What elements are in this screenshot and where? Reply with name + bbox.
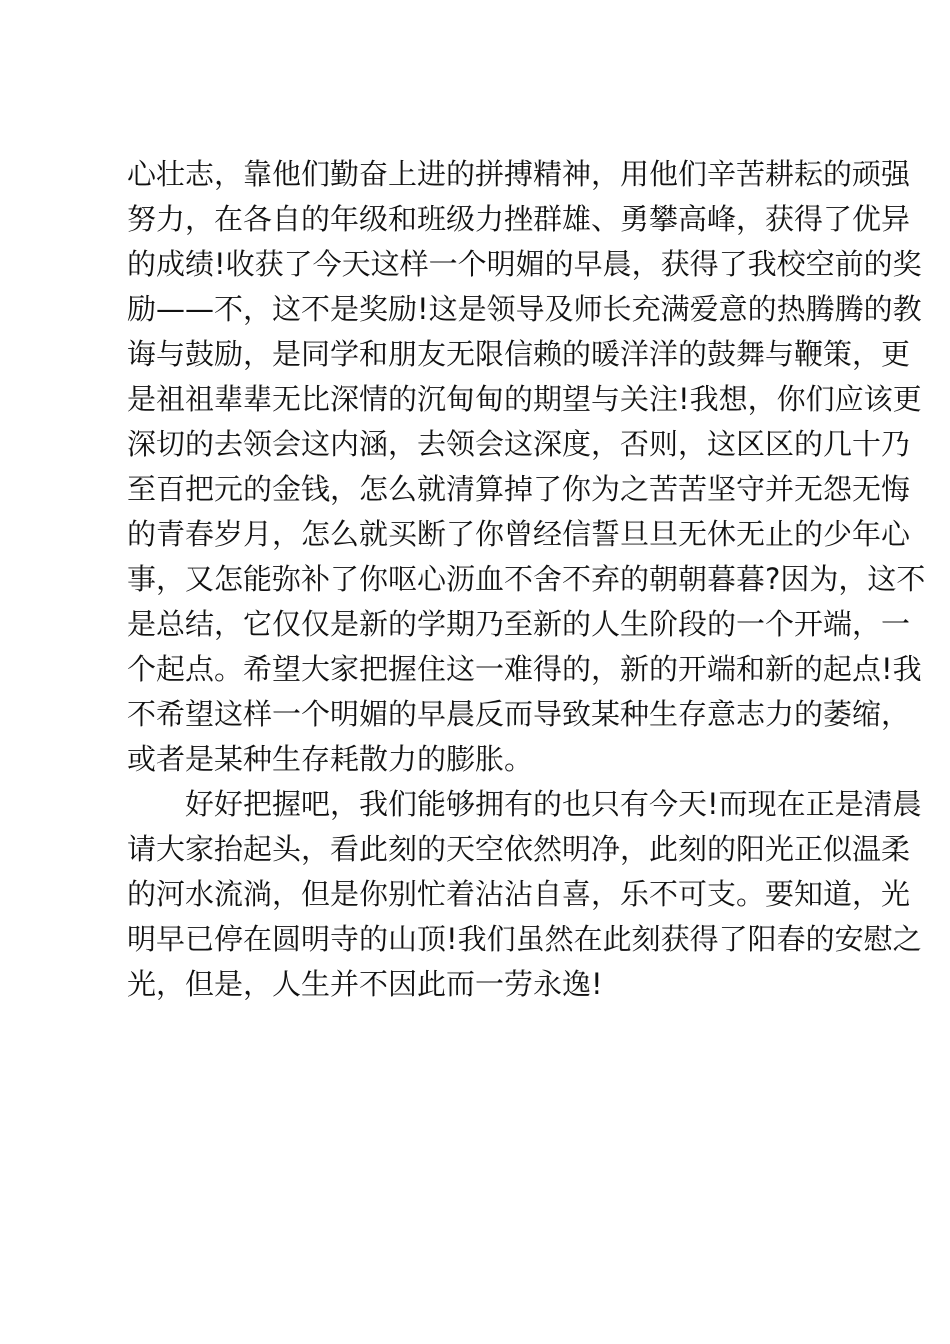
paragraph	[127, 152, 926, 782]
text-line: 明早已停在圆明寺的山顶!我们虽然在此刻获得了阳春的安慰之	[127, 922, 922, 956]
text-line: 是祖祖辈辈无比深情的沉甸甸的期望与关注!我想，你们应该更	[127, 382, 922, 416]
text-line: 诲与鼓励，是同学和朋友无限信赖的暖洋洋的鼓舞与鞭策，更	[127, 337, 911, 371]
text-line: 是总结，它仅仅是新的学期乃至新的人生阶段的一个开端，一	[127, 607, 911, 641]
text-line: 的河水流淌，但是你别忙着沾沾自喜，乐不可支。要知道，光	[127, 877, 911, 911]
text-line: 或者是某种生存耗散力的膨胀。	[127, 742, 534, 776]
text-line: 深切的去领会这内涵，去领会这深度，否则，这区区的几十乃	[127, 427, 911, 461]
text-line: 个起点。希望大家把握住这一难得的，新的开端和新的起点!我	[127, 652, 922, 686]
body-text	[127, 152, 926, 1007]
text-line: 不希望这样一个明媚的早晨反而导致某种生存意志力的萎缩，	[127, 697, 911, 731]
text-line: 请大家抬起头，看此刻的天空依然明净，此刻的阳光正似温柔	[127, 832, 911, 866]
text-line: 好好把握吧，我们能够拥有的也只有今天!而现在正是清晨	[185, 787, 922, 821]
text-line: 事，又怎能弥补了你呕心沥血不舍不弃的朝朝暮暮?因为，这不	[127, 562, 926, 596]
text-line: 光，但是，人生并不因此而一劳永逸!	[127, 967, 603, 1001]
text-line: 努力，在各自的年级和班级力挫群雄、勇攀高峰，获得了优异	[127, 202, 911, 236]
text-line: 的青春岁月，怎么就买断了你曾经信誓旦旦无休无止的少年心	[127, 517, 911, 551]
text-line: 励——不，这不是奖励!这是领导及师长充满爱意的热腾腾的教	[127, 292, 922, 326]
text-line: 的成绩!收获了今天这样一个明媚的早晨，获得了我校空前的奖	[127, 247, 922, 281]
text-line: 至百把元的金钱，怎么就清算掉了你为之苦苦坚守并无怨无悔	[127, 472, 911, 506]
text-line: 心壮志，靠他们勤奋上进的拼搏精神，用他们辛苦耕耘的顽强	[127, 157, 911, 191]
paragraph	[127, 782, 922, 1007]
